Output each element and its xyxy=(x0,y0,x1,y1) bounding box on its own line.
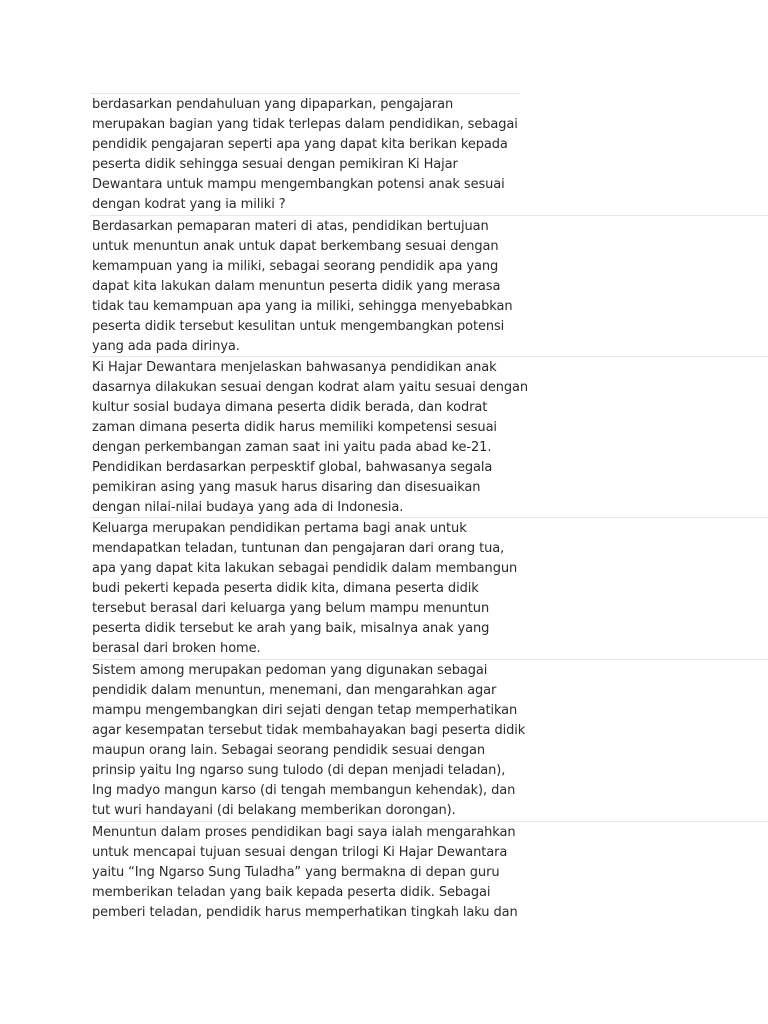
text-line: kemampuan yang ia miliki, sebagai seorang pendidik apa yang xyxy=(92,259,499,274)
text-line: Keluarga merupakan pendidikan pertama bagi anak untuk xyxy=(92,521,467,536)
paragraph-divider xyxy=(90,215,768,216)
text-line: merupakan bagian yang tidak terlepas dalam pendidikan, sebagai xyxy=(92,117,518,132)
text-line: zaman dimana peserta didik harus memiliki kompetensi sesuai xyxy=(92,420,497,435)
text-line: mampu mengembangkan diri sejati dengan tetap memperhatikan xyxy=(92,703,518,718)
text-line: yaitu “Ing Ngarso Sung Tuladha” yang bermakna di depan guru xyxy=(92,865,500,880)
paragraph-divider xyxy=(90,356,768,357)
text-line: maupun orang lain. Sebagai seorang pendidik sesuai dengan xyxy=(92,743,486,758)
text-line: budi pekerti kepada peserta didik kita, dimana peserta didik xyxy=(92,581,479,596)
text-line: pendidik dalam menuntun, menemani, dan mengarahkan agar xyxy=(92,683,497,698)
text-line: pemberi teladan, pendidik harus memperhatikan tingkah laku dan xyxy=(92,905,518,920)
text-line: Dewantara untuk mampu mengembangkan potensi anak sesuai xyxy=(92,177,505,192)
text-line: agar kesempatan tersebut tidak membahayakan bagi peserta didik xyxy=(92,723,526,738)
paragraph-3 xyxy=(92,358,529,518)
paragraph-4 xyxy=(92,519,524,659)
text-line: dasarnya dilakukan sesuai dengan kodrat alam yaitu sesuai dengan xyxy=(92,380,529,395)
text-line: dapat kita lakukan dalam menuntun peserta didik yang merasa xyxy=(92,279,501,294)
text-line: Ing madyo mangun karso (di tengah membangun kehendak), dan xyxy=(92,783,516,798)
text-line: dengan kodrat yang ia miliki ? xyxy=(92,197,286,212)
text-line: Sistem among merupakan pedoman yang digunakan sebagai xyxy=(92,663,488,678)
text-line: yang ada pada dirinya. xyxy=(92,339,240,354)
text-line: apa yang dapat kita lakukan sebagai pendidik dalam membangun xyxy=(92,561,518,576)
paragraph-divider xyxy=(90,821,768,822)
text-line: berasal dari broken home. xyxy=(92,641,261,656)
paragraph-2 xyxy=(92,217,524,357)
paragraph-6 xyxy=(92,823,524,923)
paragraph-1 xyxy=(92,95,524,215)
text-line: peserta didik tersebut kesulitan untuk mengembangkan potensi xyxy=(92,319,505,334)
text-line: pemikiran asing yang masuk harus disaring dan disesuaikan xyxy=(92,480,481,495)
text-line: kultur sosial budaya dimana peserta didik berada, dan kodrat xyxy=(92,400,488,415)
text-line: Menuntun dalam proses pendidikan bagi saya ialah mengarahkan xyxy=(92,825,516,840)
text-line: dengan perkembangan zaman saat ini yaitu pada abad ke-21. xyxy=(92,440,492,455)
text-line: Ki Hajar Dewantara menjelaskan bahwasanya pendidikan anak xyxy=(92,360,497,375)
text-line: tidak tau kemampuan apa yang ia miliki, sehingga menyebabkan xyxy=(92,299,513,314)
text-line: tersebut berasal dari keluarga yang belum mampu menuntun xyxy=(92,601,490,616)
text-line: Berdasarkan pemaparan materi di atas, pendidikan bertujuan xyxy=(92,219,489,234)
text-line: prinsip yaitu Ing ngarso sung tulodo (di depan menjadi teladan), xyxy=(92,763,506,778)
paragraph-divider xyxy=(90,517,768,518)
text-line: peserta didik sehingga sesuai dengan pemikiran Ki Hajar xyxy=(92,157,458,172)
text-line: Pendidikan berdasarkan perpesktif global, bahwasanya segala xyxy=(92,460,493,475)
paragraph-5 xyxy=(92,661,524,821)
text-line: memberikan teladan yang baik kepada peserta didik. Sebagai xyxy=(92,885,491,900)
text-line: mendapatkan teladan, tuntunan dan pengajaran dari orang tua, xyxy=(92,541,505,556)
text-line: pendidik pengajaran seperti apa yang dapat kita berikan kepada xyxy=(92,137,508,152)
text-line: dengan nilai-nilai budaya yang ada di Indonesia. xyxy=(92,500,404,515)
paragraph-divider xyxy=(90,659,768,660)
text-line: untuk mencapai tujuan sesuai dengan trilogi Ki Hajar Dewantara xyxy=(92,845,508,860)
text-line: tut wuri handayani (di belakang memberikan dorongan). xyxy=(92,803,456,818)
top-divider xyxy=(90,93,520,94)
text-line: untuk menuntun anak untuk dapat berkembang sesuai dengan xyxy=(92,239,499,254)
text-line: peserta didik tersebut ke arah yang baik, misalnya anak yang xyxy=(92,621,490,636)
text-line: berdasarkan pendahuluan yang dipaparkan, pengajaran xyxy=(92,97,454,112)
